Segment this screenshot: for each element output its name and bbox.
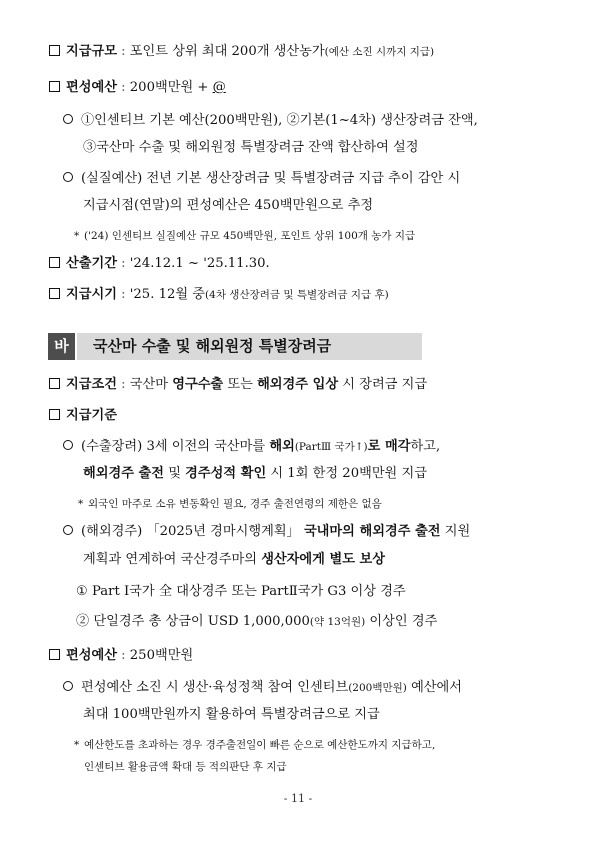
separator: : xyxy=(116,44,130,59)
budget2-c1-small: (200백만원) xyxy=(348,682,407,694)
page-number: - 11 - xyxy=(283,792,313,805)
budget1-c2-line-b: 지급시점(연말)의 편성예산은 450백만원으로 추정 xyxy=(83,198,374,213)
budget1-c2-line-a: (실질예산) 전년 기본 생산장려금 및 특별장려금 지급 추이 감안 시 xyxy=(81,171,461,186)
note-marker: * xyxy=(78,498,84,510)
square-bullet-icon xyxy=(49,81,60,92)
budget1-circle-item-2 xyxy=(63,169,460,189)
timing-label: 지급시기 xyxy=(66,287,117,302)
separator: : xyxy=(116,80,130,95)
budget1-at: @ xyxy=(212,80,226,95)
period-line xyxy=(49,254,270,274)
budget2-c1-line-b: 최대 100백만원까지 활용하여 특별장려금으로 지급 xyxy=(83,707,380,722)
circle-bullet-icon xyxy=(63,114,73,124)
criteria-c1-post: 하고, xyxy=(410,439,441,454)
budget1-line xyxy=(49,78,226,98)
budget2-text: 250백만원 xyxy=(129,648,194,663)
budget1-c1-line-b: ③국산마 수출 및 해외원정 특별장려금 잔액 합산하여 설정 xyxy=(83,140,419,155)
circle-bullet-icon xyxy=(63,681,73,691)
note-marker: * xyxy=(74,739,80,751)
budget1-note xyxy=(74,226,415,246)
square-bullet-icon xyxy=(49,45,60,56)
circle-bullet-icon xyxy=(63,525,73,535)
separator: : xyxy=(116,648,130,663)
square-bullet-icon xyxy=(49,409,60,420)
scale-paren: (예산 소진 시까지 지급) xyxy=(324,46,435,58)
budget2-c1-post: 예산에서 xyxy=(406,680,463,695)
criteria-c1-bold-1: 해외 xyxy=(269,439,295,454)
budget1-label: 편성예산 xyxy=(66,80,117,95)
conditions-text-3: 시 장려금 지급 xyxy=(338,377,428,392)
note-marker: * xyxy=(74,230,80,242)
timing-paren: (4차 생산장려금 및 특별장려금 지급 후) xyxy=(205,289,389,301)
criteria-circle-item-1 xyxy=(63,437,440,457)
criteria-c2-numbered-1: ① Part Ⅰ국가 全 대상경주 또는 PartⅡ국가 G3 이상 경주 xyxy=(76,584,406,599)
budget1-note-text: ('24) 인센티브 실질예산 규모 450백만원, 포인트 상위 100개 농가 지급 xyxy=(84,230,416,242)
budget2-line xyxy=(49,646,193,666)
budget2-c1-pre: 편성예산 소진 시 생산·육성정책 참여 인센티브 xyxy=(81,680,349,695)
criteria-c2-l2-pre: 계획과 연계하여 국산경주마의 xyxy=(83,552,262,567)
section-letter: 바 xyxy=(48,333,75,360)
separator: : xyxy=(116,377,130,392)
criteria-c2-post: 지원 xyxy=(440,524,471,539)
criteria-c2-n2-small: (약 13억원) xyxy=(309,616,366,628)
budget2-note xyxy=(74,735,435,755)
criteria-c2-numbered-2 xyxy=(76,612,437,632)
conditions-bold-1: 영구수출 xyxy=(172,377,224,392)
circle-bullet-icon xyxy=(63,172,73,182)
square-bullet-icon xyxy=(49,257,60,268)
criteria-circle-item-2 xyxy=(63,522,470,542)
criteria-c1-l2-text-1: 및 xyxy=(164,466,186,481)
budget2-note-b: 인센티브 활용금액 확대 등 적의판단 후 지급 xyxy=(84,761,287,773)
timing-line xyxy=(49,285,389,305)
criteria-c1-pre: (수출장려) 3세 이전의 국산마를 xyxy=(81,439,270,454)
budget2-label: 편성예산 xyxy=(66,648,117,663)
criteria-c2-n2-post: 이상인 경주 xyxy=(365,614,438,629)
budget2-note-a: 예산한도를 초과하는 경우 경주출전일이 빠른 순으로 예산한도까지 지급하고, xyxy=(84,739,436,751)
conditions-text-2: 또는 xyxy=(223,377,258,392)
budget1-circle-item-1 xyxy=(63,111,478,131)
conditions-bold-2: 해외경주 입상 xyxy=(257,377,339,392)
criteria-c2-line-2 xyxy=(83,550,385,570)
square-bullet-icon xyxy=(49,378,60,389)
criteria-c1-l2-bold-1: 해외경주 출전 xyxy=(83,466,165,481)
criteria-c2-pre: (해외경주) 「2025년 경마시행계획」 xyxy=(81,524,304,539)
criteria-c1-l2-bold-2: 경주성적 확인 xyxy=(185,466,267,481)
period-text: '24.12.1 ~ '25.11.30. xyxy=(129,256,270,271)
criteria-c1-l2-text-2: 시 1회 한정 20백만원 지급 xyxy=(266,466,427,481)
separator: : xyxy=(116,287,130,302)
budget1-c1-line-a: ①인센티브 기본 예산(200백만원), ②기본(1~4차) 생산장려금 잔액, xyxy=(81,113,478,128)
criteria-label: 지급기준 xyxy=(66,408,117,423)
criteria-c2-n2-pre: ② 단일경주 총 상금이 USD 1,000,000 xyxy=(76,614,310,629)
criteria-c1-small: (PartⅢ 국가↑) xyxy=(294,441,368,453)
criteria-c2-bold: 국내마의 해외경주 출전 xyxy=(303,524,441,539)
timing-text: '25. 12월 중 xyxy=(129,287,206,302)
criteria-c1-note xyxy=(78,494,382,514)
criteria-c1-bold-2: 로 매각 xyxy=(367,439,411,454)
scale-line xyxy=(49,42,434,62)
criteria-c1-line-2 xyxy=(83,464,427,484)
conditions-text-1: 국산마 xyxy=(129,377,173,392)
criteria-c1-note-text: 외국인 마주로 소유 변동확인 필요, 경주 출전연령의 제한은 없음 xyxy=(88,498,382,510)
scale-label: 지급규모 xyxy=(66,44,117,59)
section-title: 국산마 수출 및 해외원정 특별장려금 xyxy=(77,333,422,360)
conditions-line xyxy=(49,375,427,395)
criteria-line xyxy=(49,406,117,426)
circle-bullet-icon xyxy=(63,440,73,450)
square-bullet-icon xyxy=(49,288,60,299)
period-label: 산출기간 xyxy=(66,256,117,271)
criteria-c2-l2-bold: 생산자에게 별도 보상 xyxy=(261,552,386,567)
square-bullet-icon xyxy=(49,649,60,660)
scale-text: 포인트 상위 최대 200개 생산농가 xyxy=(129,44,325,59)
separator: : xyxy=(116,256,130,271)
conditions-label: 지급조건 xyxy=(66,377,117,392)
budget1-text: 200백만원 + xyxy=(129,80,213,95)
budget2-circle-item-1 xyxy=(63,678,462,698)
